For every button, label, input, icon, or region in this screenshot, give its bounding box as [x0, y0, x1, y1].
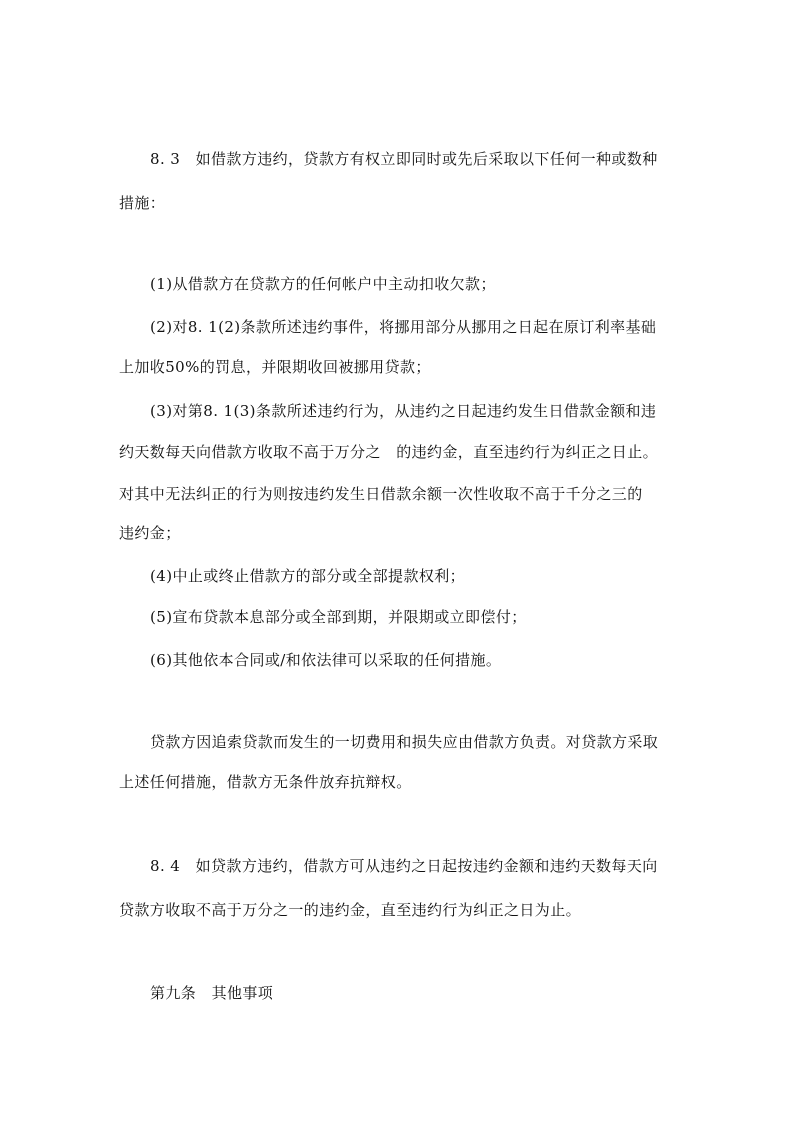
measure-3-line-4: 违约金；	[119, 524, 181, 542]
measure-1: (1)从借款方在贷款方的任何帐户中主动扣收欠款；	[150, 275, 496, 293]
clause-8-3-line-2: 措施：	[119, 194, 166, 212]
clause-8-4-line-1: 8. 4 如贷款方违约，借款方可从违约之日起按违约金额和违约天数每天向	[150, 857, 658, 875]
measure-3-line-3: 对其中无法纠正的行为则按违约发生日借款余额一次性收取不高于千分之三的	[119, 485, 643, 503]
article-9-heading: 第九条 其他事项	[150, 984, 274, 1002]
measure-5: (5)宣布贷款本息部分或全部到期，并限期或立即偿付；	[150, 608, 527, 626]
costs-paragraph-line-1: 贷款方因追索贷款而发生的一切费用和损失应由借款方负责。对贷款方采取	[150, 733, 659, 751]
measure-2-line-1: (2)对8. 1(2)条款所述违约事件，将挪用部分从挪用之日起在原订利率基础	[150, 318, 657, 336]
clause-8-4-line-2: 贷款方收取不高于万分之一的违约金，直至违约行为纠正之日为止。	[119, 901, 582, 919]
measure-3-line-1: (3)对第8. 1(3)条款所述违约行为，从违约之日起违约发生日借款金额和违	[150, 402, 657, 420]
measure-2-line-2: 上加收50%的罚息，并限期收回被挪用贷款；	[119, 358, 431, 376]
measure-3-line-2: 约天数每天向借款方收取不高于万分之 的违约金，直至违约行为纠正之日止。	[119, 443, 659, 461]
measure-6: (6)其他依本合同或/和依法律可以采取的任何措施。	[150, 651, 502, 669]
measure-4: (4)中止或终止借款方的部分或全部提款权利；	[150, 567, 466, 585]
clause-8-3-line-1: 8. 3 如借款方违约，贷款方有权立即同时或先后采取以下任何一种或数种	[150, 150, 658, 168]
costs-paragraph-line-2: 上述任何措施，借款方无条件放弃抗辩权。	[119, 773, 412, 791]
